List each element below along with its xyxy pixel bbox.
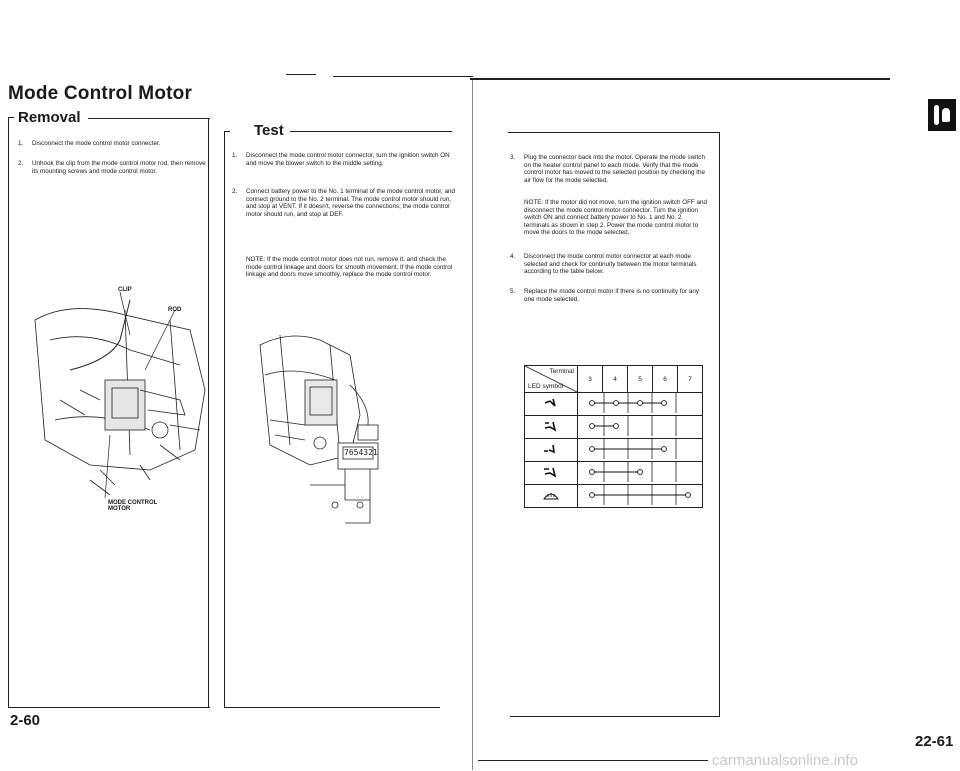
removal-step-1: 1. Disconnect the mode control motor connecter. <box>18 140 161 147</box>
test-illustration <box>250 325 390 530</box>
removal-heading: Removal <box>18 109 81 126</box>
continuity-cells <box>578 485 703 508</box>
page-number-right: 22-61 <box>915 733 954 750</box>
table-row <box>525 485 703 508</box>
test-step-1: 1. Disconnect the mode control motor connector, turn the ignition switch ON and move the blower switch to the middle setting. <box>232 152 450 167</box>
continuity-table <box>524 365 703 508</box>
fan-icon <box>942 108 950 122</box>
heat-def-mode-icon <box>525 462 578 485</box>
terminal-point <box>590 470 595 475</box>
watermark: carmanualsonline.info <box>712 752 858 769</box>
corner-terminal-label: Terminal <box>549 368 574 375</box>
removal-frame-left <box>8 117 9 707</box>
top-center-rule-b <box>470 78 890 80</box>
continuity-cells <box>578 462 703 485</box>
terminal-point <box>614 401 619 406</box>
test-step-2: 2. Connect battery power to the No. 1 terminal of the mode control motor, and connect ground to the No. 2 terminal. The mode control motor should run, and stop at VENT. If it doesn't, reverse the connections; the mode control motor should run, and stop at DEF. <box>232 188 455 218</box>
terminal-point <box>590 401 595 406</box>
top-left-dash <box>286 74 316 75</box>
defrost-mode-icon <box>525 485 578 508</box>
right-top-rule <box>508 132 720 133</box>
test-bottom-rule <box>224 707 440 708</box>
test-frame-left <box>224 131 225 708</box>
terminal-point <box>638 401 643 406</box>
figure-label-clip: CLIP <box>118 287 132 293</box>
terminal-point <box>590 493 595 498</box>
thermometer-icon <box>934 105 939 125</box>
page-gutter-line <box>472 80 473 770</box>
bottom-center-rule <box>478 760 708 761</box>
right-step-4: 4. Disconnect the mode control motor connector at each mode selected and check for continuity between the motor terminals according to the table below. <box>510 253 697 276</box>
hvac-section-icon <box>928 99 956 131</box>
heat-mode-icon <box>525 439 578 462</box>
table-col-header: 6 <box>653 366 678 393</box>
vent-mode-icon <box>525 393 578 416</box>
terminal-point <box>686 493 691 498</box>
table-row <box>525 393 703 416</box>
corner-led-label: LED symbol <box>528 383 564 390</box>
terminal-point <box>662 447 667 452</box>
continuity-cells <box>578 416 703 439</box>
continuity-line <box>580 485 700 505</box>
continuity-line <box>580 462 700 482</box>
table-col-header: 5 <box>628 366 653 393</box>
top-center-rule-a <box>333 76 473 77</box>
right-step-5: 5. Replace the mode control motor if there is no continuity for any one mode selected. <box>510 288 700 303</box>
table-corner-cell <box>525 366 578 393</box>
table-col-header: 3 <box>578 366 603 393</box>
removal-illustration <box>30 280 210 535</box>
right-note: NOTE: If the motor did not move, turn the ignition switch OFF and disconnect the mode control motor connector. Turn the ignition switch ON and connect battery power to No. 1 and No. 2 terminals as shown in step 2. Power the mode control motor to move the doors to the mode selected. <box>524 199 708 237</box>
continuity-cells <box>578 439 703 462</box>
page-number-left: 2-60 <box>10 712 41 729</box>
continuity-line <box>580 439 700 459</box>
table-row <box>525 462 703 485</box>
figure-label-motor: MODE CONTROL MOTOR <box>108 500 158 512</box>
removal-heading-rule <box>88 118 210 119</box>
bi-level-mode-icon <box>525 416 578 439</box>
page-title: Mode Control Motor <box>8 83 193 104</box>
connector-terminal-numbers: 7654321 <box>344 448 378 457</box>
right-bottom-rule <box>510 716 720 717</box>
table-row <box>525 439 703 462</box>
table-row <box>525 416 703 439</box>
table-col-header: 7 <box>678 366 703 393</box>
test-frame-top-stub <box>224 131 230 132</box>
removal-frame-top-stub <box>8 117 14 118</box>
terminal-point <box>638 470 643 475</box>
table-col-header: 4 <box>603 366 628 393</box>
terminal-point <box>662 401 667 406</box>
test-heading-rule <box>290 131 452 132</box>
table-header-row <box>525 366 703 393</box>
terminal-point <box>590 447 595 452</box>
test-heading: Test <box>254 122 284 139</box>
figure-label-rod: ROD <box>168 307 182 313</box>
left-bottom-rule <box>8 707 210 708</box>
continuity-line <box>580 416 700 436</box>
removal-step-2: 2. Unhook the clip from the mode control motor rod, then remove its mounting screws and mode control motor. <box>18 160 206 175</box>
continuity-cells <box>578 393 703 416</box>
right-step-3: 3. Plug the connector back into the motor. Operate the mode switch on the heater control panel to each mode. Verify that the mode control motor has moved to the selected position by checking the air flow for the mode selected. <box>510 154 705 184</box>
right-frame-right <box>719 132 720 717</box>
terminal-point <box>590 424 595 429</box>
terminal-point <box>614 424 619 429</box>
test-note: NOTE: If the mode control motor does not run, remove it, and check the mode control linkage and doors for smooth movement. If the mode control linkage and doors move smoothly, replace the mode control motor. <box>246 256 453 279</box>
continuity-line <box>580 393 700 413</box>
